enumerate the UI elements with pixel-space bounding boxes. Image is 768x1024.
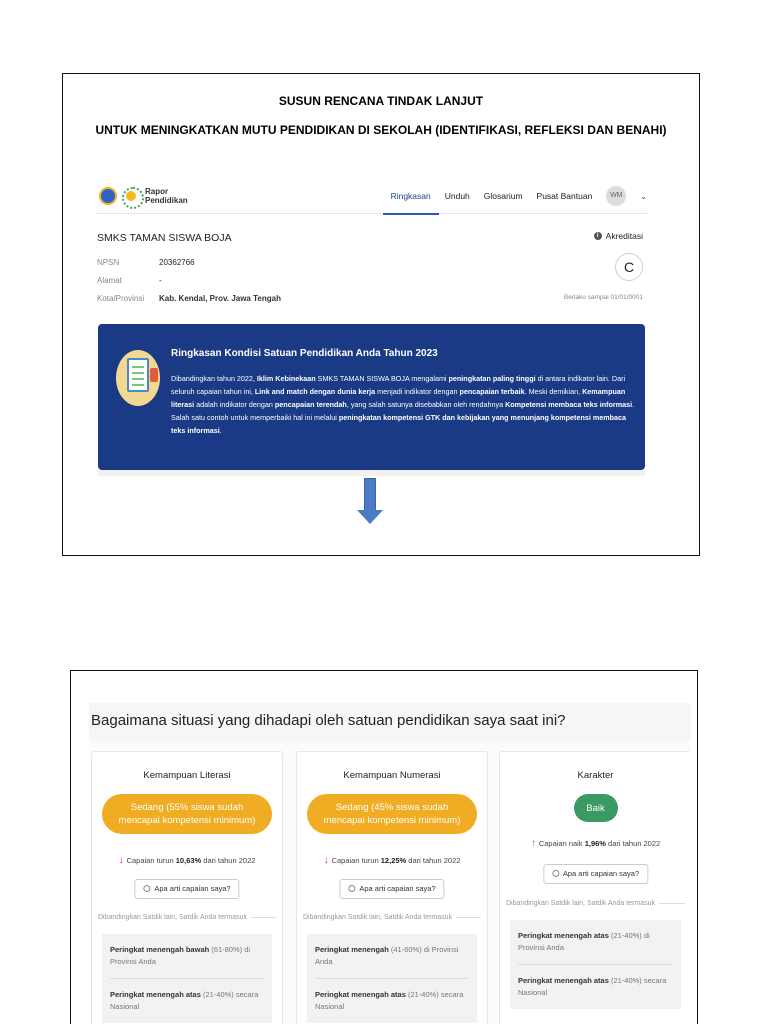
chevron-down-icon[interactable]: ⌄: [640, 191, 647, 201]
kemdikbud-emblem-icon: [99, 187, 117, 205]
meta-kota-provinsi: Kota/Provinsi Kab. Kendal, Prov. Jawa Tengah: [97, 294, 281, 303]
arrow-down-icon: ↓: [118, 855, 124, 866]
help-circle-icon: [143, 885, 150, 892]
question-title: Bagaimana situasi yang dihadapi oleh satuan pendidikan saya saat ini?: [91, 712, 566, 729]
card-title: Kemampuan Literasi: [143, 770, 231, 781]
accreditation-grade: C: [615, 253, 643, 281]
school-name: SMKS TAMAN SISWA BOJA: [97, 232, 232, 244]
rank-provinsi: Peringkat menengah atas (21-40%) di Provinsi Anda: [518, 931, 650, 952]
clipboard-illustration-icon: [116, 350, 160, 406]
trend-text: ↓ Capaian turun 12,25% dari tahun 2022: [323, 855, 461, 866]
trend-text: ↓ Capaian turun 10,63% dari tahun 2022: [118, 855, 256, 866]
question-band: [89, 703, 691, 741]
card-title: Karakter: [577, 770, 614, 781]
meta-npsn: NPSN 20362766: [97, 258, 195, 267]
help-circle-icon: [348, 885, 355, 892]
rank-provinsi: Peringkat menengah (41-60%) di Provinsi Anda: [315, 945, 459, 966]
card-kemampuan-numerasi: [296, 751, 488, 1024]
nav-pusat-bantuan[interactable]: Pusat Bantuan: [536, 191, 593, 201]
compare-label: Dibandingkan Satdik lain, Satdik Anda termasuk: [506, 900, 685, 907]
arrow-up-icon: ↑: [530, 838, 536, 849]
nav-glosarium[interactable]: Glosarium: [483, 191, 523, 201]
user-avatar[interactable]: WM: [606, 186, 626, 206]
sun-logo-icon: [121, 186, 141, 206]
meta-alamat: Alamat -: [97, 276, 162, 285]
compare-label: Dibandingkan Satdik lain, Satdik Anda termasuk: [303, 914, 481, 921]
arrow-down-icon: [357, 478, 383, 524]
status-badge: Baik: [574, 794, 618, 822]
info-icon: i: [594, 232, 602, 240]
summary-title: Ringkasan Kondisi Satuan Pendidikan Anda Tahun 2023: [171, 348, 438, 359]
rank-box: [510, 920, 681, 1009]
apa-arti-button[interactable]: Apa arti capaian saya?: [339, 879, 444, 899]
card-karakter: [499, 751, 691, 1024]
trend-text: ↑ Capaian naik 1,96% dari tahun 2022: [530, 838, 661, 849]
logo-text: Rapor Pendidikan: [145, 187, 188, 205]
rapor-summary-frame: [62, 73, 700, 556]
apa-arti-button[interactable]: Apa arti capaian saya?: [543, 864, 648, 884]
summary-panel: [98, 324, 645, 470]
help-circle-icon: [552, 870, 559, 877]
rapor-pendidikan-logo[interactable]: [99, 182, 188, 210]
apa-arti-button[interactable]: Apa arti capaian saya?: [134, 879, 239, 899]
rank-nasional: Peringkat menengah atas (21-40%) secara Nasional: [315, 978, 469, 1023]
card-kemampuan-literasi: [91, 751, 283, 1024]
summary-body: Dibandingkan tahun 2022, Iklim Kebinekaan SMKS TAMAN SISWA BOJA mengalami peningkatan paling tinggi di antara indikator lain. Dari seluruh capaian tahun ini, Link and match dengan dunia kerja menjadi indikator dengan pencapaian terbaik. Meski demikian, Kemampuan literasi adalah indikator dengan pencapaian terendah, yang salah satunya disebabkan oleh rendahnya Kompetensi membaca teks informasi. Salah satu contoh untuk memperbaiki hal ini melalui peningkatan kompetensi GTK dan kebijakan yang menunjang kompetensi membaca teks informasi.: [171, 374, 635, 435]
rank-provinsi: Peringkat menengah bawah (61-80%) di Provinsi Anda: [110, 945, 251, 966]
rank-box: [307, 934, 477, 1023]
rank-nasional: Peringkat menengah atas (21-40%) secara Nasional: [518, 964, 673, 1009]
accreditation-valid-until: Berlaku sampai 01/01/0001: [563, 294, 643, 301]
situation-frame: [70, 670, 698, 1024]
arrow-down-icon: ↓: [323, 855, 329, 866]
document-title: SUSUN RENCANA TINDAK LANJUT: [278, 94, 484, 108]
compare-label: Dibandingkan Satdik lain, Satdik Anda termasuk: [98, 914, 276, 921]
akreditasi-label[interactable]: i Akreditasi: [594, 231, 643, 241]
top-nav: [391, 178, 647, 214]
status-badge: Sedang (45% siswa sudah mencapai kompetensi minimum): [307, 794, 477, 834]
card-title: Kemampuan Numerasi: [343, 770, 441, 781]
nav-ringkasan[interactable]: Ringkasan: [391, 178, 431, 214]
rank-box: [102, 934, 272, 1023]
summary-panel-shadow: [98, 470, 645, 476]
rank-nasional: Peringkat menengah atas (21-40%) secara Nasional: [110, 978, 264, 1023]
document-subtitle: UNTUK MENINGKATKAN MUTU PENDIDIKAN DI SEKOLAH (IDENTIFIKASI, REFLEKSI DAN BENAHI): [95, 123, 667, 137]
status-badge: Sedang (55% siswa sudah mencapai kompetensi minimum): [102, 794, 272, 834]
app-header: [97, 178, 647, 214]
nav-unduh[interactable]: Unduh: [444, 191, 470, 201]
